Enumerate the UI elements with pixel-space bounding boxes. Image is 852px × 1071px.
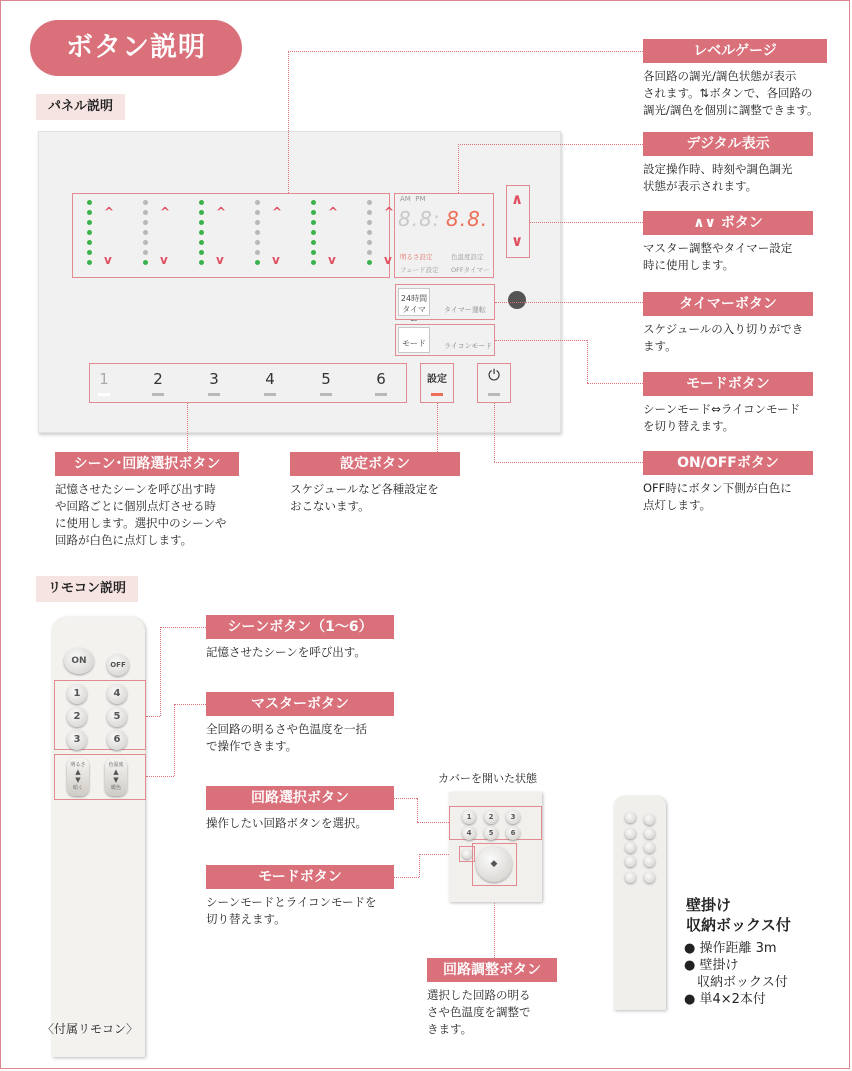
cover-open-caption: カバーを開いた状態 [438, 772, 537, 785]
status-fade: フェード設定 [400, 266, 439, 274]
leader-line [174, 704, 206, 705]
level-led [255, 260, 260, 265]
leader-line [174, 704, 175, 776]
level-led [367, 240, 372, 245]
level-led [87, 250, 92, 255]
level-up-icon[interactable]: ^ [272, 205, 283, 219]
callout-onoff: ON/OFFボタン [643, 451, 813, 475]
cover-mode-button[interactable] [462, 849, 472, 859]
cover-circuit-button-4[interactable]: 4 [462, 826, 476, 840]
status-off-timer: OFFタイマー [451, 266, 490, 274]
callout-onoff-desc: OFF時にボタン下側が白色に 点灯します。 [643, 481, 792, 512]
callout-remote-scene-desc: 記憶させたシーンを呼び出す。 [206, 645, 366, 659]
scene-buttons-highlight [89, 363, 407, 403]
cover-circuit-button-5[interactable]: 5 [484, 826, 498, 840]
level-led [87, 260, 92, 265]
mode-status-label: ライコンモード [444, 342, 493, 350]
level-led [255, 230, 260, 235]
level-down-icon[interactable]: v [328, 253, 336, 267]
callout-level-gauge: レベルゲージ [643, 39, 827, 63]
leader-line [288, 51, 289, 193]
level-up-icon[interactable]: ^ [104, 205, 115, 219]
wall-remote-button [644, 872, 655, 883]
remote-section-tab: リモコン説明 [36, 576, 138, 602]
level-led [367, 200, 372, 205]
remote-on-button[interactable]: ON [64, 648, 94, 674]
level-led [311, 200, 316, 205]
level-up-icon[interactable]: ^ [328, 205, 339, 219]
level-led [87, 240, 92, 245]
callout-level-gauge-desc: 各回路の調光/調色状態が表示 されます。⇅ボタンで、各回路の 調光/調色を個別に調整できます。 [643, 69, 819, 117]
cover-adjust-dpad[interactable]: ◆ [476, 846, 512, 882]
remote-scene-button-4[interactable]: 4 [107, 684, 127, 704]
level-led [311, 250, 316, 255]
level-led [311, 220, 316, 225]
level-led [199, 260, 204, 265]
level-led [367, 250, 372, 255]
scene-indicator [375, 393, 387, 396]
status-brightness: 明るさ設定 [400, 253, 433, 261]
level-led [311, 210, 316, 215]
level-led [87, 200, 92, 205]
power-indicator [488, 393, 500, 396]
level-led [143, 250, 148, 255]
remote-scene-button-6[interactable]: 6 [107, 730, 127, 750]
callout-mode-desc: シーンモード⇔ライコンモード を切り替えます。 [643, 402, 801, 433]
level-up-icon[interactable]: ^ [384, 205, 395, 219]
remote-off-button[interactable]: OFF [107, 654, 129, 676]
callout-digital-desc: 設定操作時、時刻や調色調光 状態が表示されます。 [643, 162, 793, 193]
up-button[interactable]: ∧ [511, 190, 524, 208]
page-title: ボタン説明 [30, 20, 242, 76]
level-led [87, 230, 92, 235]
level-led [143, 230, 148, 235]
scene-button-4[interactable]: 4 [265, 370, 275, 388]
timer-button[interactable]: 24時間 タイマー [398, 288, 430, 316]
callout-setting-desc: スケジュールなど各種設定を おこないます。 [290, 482, 439, 513]
scene-button-5[interactable]: 5 [321, 370, 331, 388]
leader-line [417, 798, 418, 822]
callout-scene-circuit-desc: 記憶させたシーンを呼び出す時 や回路ごとに個別点灯させる時 に使用します。選択中のシーンや 回路が白色に点灯します。 [55, 482, 227, 547]
wall-heading: 壁掛け 収納ボックス付 [686, 896, 791, 934]
scene-button-2[interactable]: 2 [153, 370, 163, 388]
level-led [367, 220, 372, 225]
level-gauge-highlight [72, 193, 390, 278]
remote-scene-button-5[interactable]: 5 [107, 707, 127, 727]
level-up-icon[interactable]: ^ [160, 205, 171, 219]
callout-remote-master-desc: 全回路の明るさや色温度を一括 で操作できます。 [206, 722, 367, 753]
wall-remote-button [644, 828, 655, 839]
scene-button-3[interactable]: 3 [209, 370, 219, 388]
wall-remote-button [644, 856, 655, 867]
scene-indicator [320, 393, 332, 396]
leader-line [530, 222, 643, 223]
wall-remote-button [625, 856, 636, 867]
leader-line [458, 144, 643, 145]
callout-remote-master: マスターボタン [206, 692, 394, 716]
cover-circuit-button-2[interactable]: 2 [484, 810, 498, 824]
level-led [199, 220, 204, 225]
callout-remote-scene: シーンボタン（1～6） [206, 615, 394, 639]
leader-line [393, 798, 417, 799]
level-led [311, 240, 316, 245]
callout-setting: 設定ボタン [290, 452, 460, 476]
callout-mode: モードボタン [643, 372, 813, 396]
status-color-temp: 色温度設定 [451, 253, 484, 261]
leader-line [146, 776, 174, 777]
callout-digital: デジタル表示 [643, 132, 813, 156]
wall-specs: ● 操作距離 3m ● 壁掛け 収納ボックス付 ● 単4×2本付 [684, 941, 788, 1007]
setting-button[interactable]: 設定 [427, 374, 447, 385]
level-down-icon[interactable]: v [272, 253, 280, 267]
scene-indicator [152, 393, 164, 396]
leader-line [495, 340, 587, 341]
level-led [143, 240, 148, 245]
callout-timer: タイマーボタン [643, 292, 813, 316]
level-led [255, 240, 260, 245]
level-led [367, 210, 372, 215]
level-led [255, 250, 260, 255]
level-down-icon[interactable]: v [104, 253, 112, 267]
level-led [143, 200, 148, 205]
remote-caption: 〈付属リモコン〉 [42, 1022, 139, 1036]
level-led [311, 260, 316, 265]
leader-line [494, 403, 495, 462]
level-led [367, 260, 372, 265]
panel-section-tab: パネル説明 [36, 94, 125, 120]
leader-line [160, 627, 161, 716]
level-down-icon[interactable]: v [384, 253, 392, 267]
level-down-icon[interactable]: v [216, 253, 224, 267]
wall-remote-button [625, 872, 636, 883]
leader-line [160, 627, 206, 628]
callout-updown: ∧∨ ボタン [643, 211, 813, 235]
callout-remote-mode-desc: シーンモードとライコンモードを 切り替えます。 [206, 895, 377, 926]
level-down-icon[interactable]: v [160, 253, 168, 267]
callout-circuit-adjust: 回路調整ボタン [427, 958, 557, 982]
wall-remote-button [644, 814, 655, 825]
leader-line [437, 403, 438, 452]
panel-mode-button[interactable]: モード [398, 327, 430, 353]
callout-circuit-select: 回路選択ボタン [206, 786, 394, 810]
remote-scene-button-2[interactable]: 2 [67, 707, 87, 727]
level-led [367, 230, 372, 235]
level-led [87, 220, 92, 225]
cover-circuit-button-1[interactable]: 1 [462, 810, 476, 824]
level-led [87, 210, 92, 215]
leader-line [146, 716, 160, 717]
level-led [143, 260, 148, 265]
leader-line [458, 144, 459, 193]
leader-line [288, 51, 643, 52]
level-up-icon[interactable]: ^ [216, 205, 227, 219]
leader-line [494, 462, 643, 463]
callout-circuit-select-desc: 操作したい回路ボタンを選択。 [206, 816, 367, 830]
digital-digits-value: 8.8. [446, 207, 489, 231]
level-led [199, 250, 204, 255]
scene-indicator [264, 393, 276, 396]
wall-remote-button [625, 828, 636, 839]
leader-line [393, 877, 419, 878]
level-led [255, 200, 260, 205]
leader-line [187, 403, 188, 452]
power-icon[interactable]: ⏻ [488, 366, 500, 384]
wall-mount-remote [614, 796, 666, 1010]
callout-remote-mode: モードボタン [206, 865, 394, 889]
scene-indicator [208, 393, 220, 396]
down-button[interactable]: ∨ [511, 232, 524, 250]
leader-line [587, 383, 643, 384]
cover-circuit-button-6[interactable]: 6 [506, 826, 520, 840]
remote-master-brightness-button[interactable]: 明るさ ▲ ▼ 暗く [67, 758, 89, 796]
sensor-icon [508, 291, 526, 309]
leader-line [587, 340, 588, 383]
level-led [199, 230, 204, 235]
timer-run-label: タイマー運転 [444, 306, 486, 314]
level-led [255, 210, 260, 215]
scene-button-1[interactable]: 1 [99, 370, 109, 388]
scene-button-6[interactable]: 6 [376, 370, 386, 388]
wall-remote-button [625, 842, 636, 853]
remote-scene-button-1[interactable]: 1 [67, 684, 87, 704]
remote-master-color-button[interactable]: 色温度 ▲ ▼ 暖色 [105, 758, 127, 796]
level-led [199, 200, 204, 205]
level-led [199, 240, 204, 245]
level-led [311, 230, 316, 235]
wall-remote-button [625, 812, 636, 823]
level-led [143, 220, 148, 225]
scene-indicator [98, 393, 110, 396]
remote-scene-button-3[interactable]: 3 [67, 730, 87, 750]
callout-scene-circuit: シーン･回路選択ボタン [55, 452, 239, 476]
level-led [143, 210, 148, 215]
wall-remote-button [644, 842, 655, 853]
ampm-label: AM PM [400, 195, 426, 203]
digital-digits-time: 8.8: [398, 207, 441, 231]
leader-line [417, 822, 449, 823]
level-led [199, 210, 204, 215]
leader-line [419, 854, 420, 877]
cover-circuit-button-3[interactable]: 3 [506, 810, 520, 824]
callout-updown-desc: マスター調整やタイマー設定 時に使用します。 [643, 241, 793, 272]
level-led [255, 220, 260, 225]
setting-indicator [431, 393, 443, 396]
leader-line [495, 302, 643, 303]
callout-timer-desc: スケジュールの入り切りができ ます。 [643, 322, 804, 353]
callout-circuit-adjust-desc: 選択した回路の明る さや色温度を調整で きます。 [427, 988, 531, 1036]
